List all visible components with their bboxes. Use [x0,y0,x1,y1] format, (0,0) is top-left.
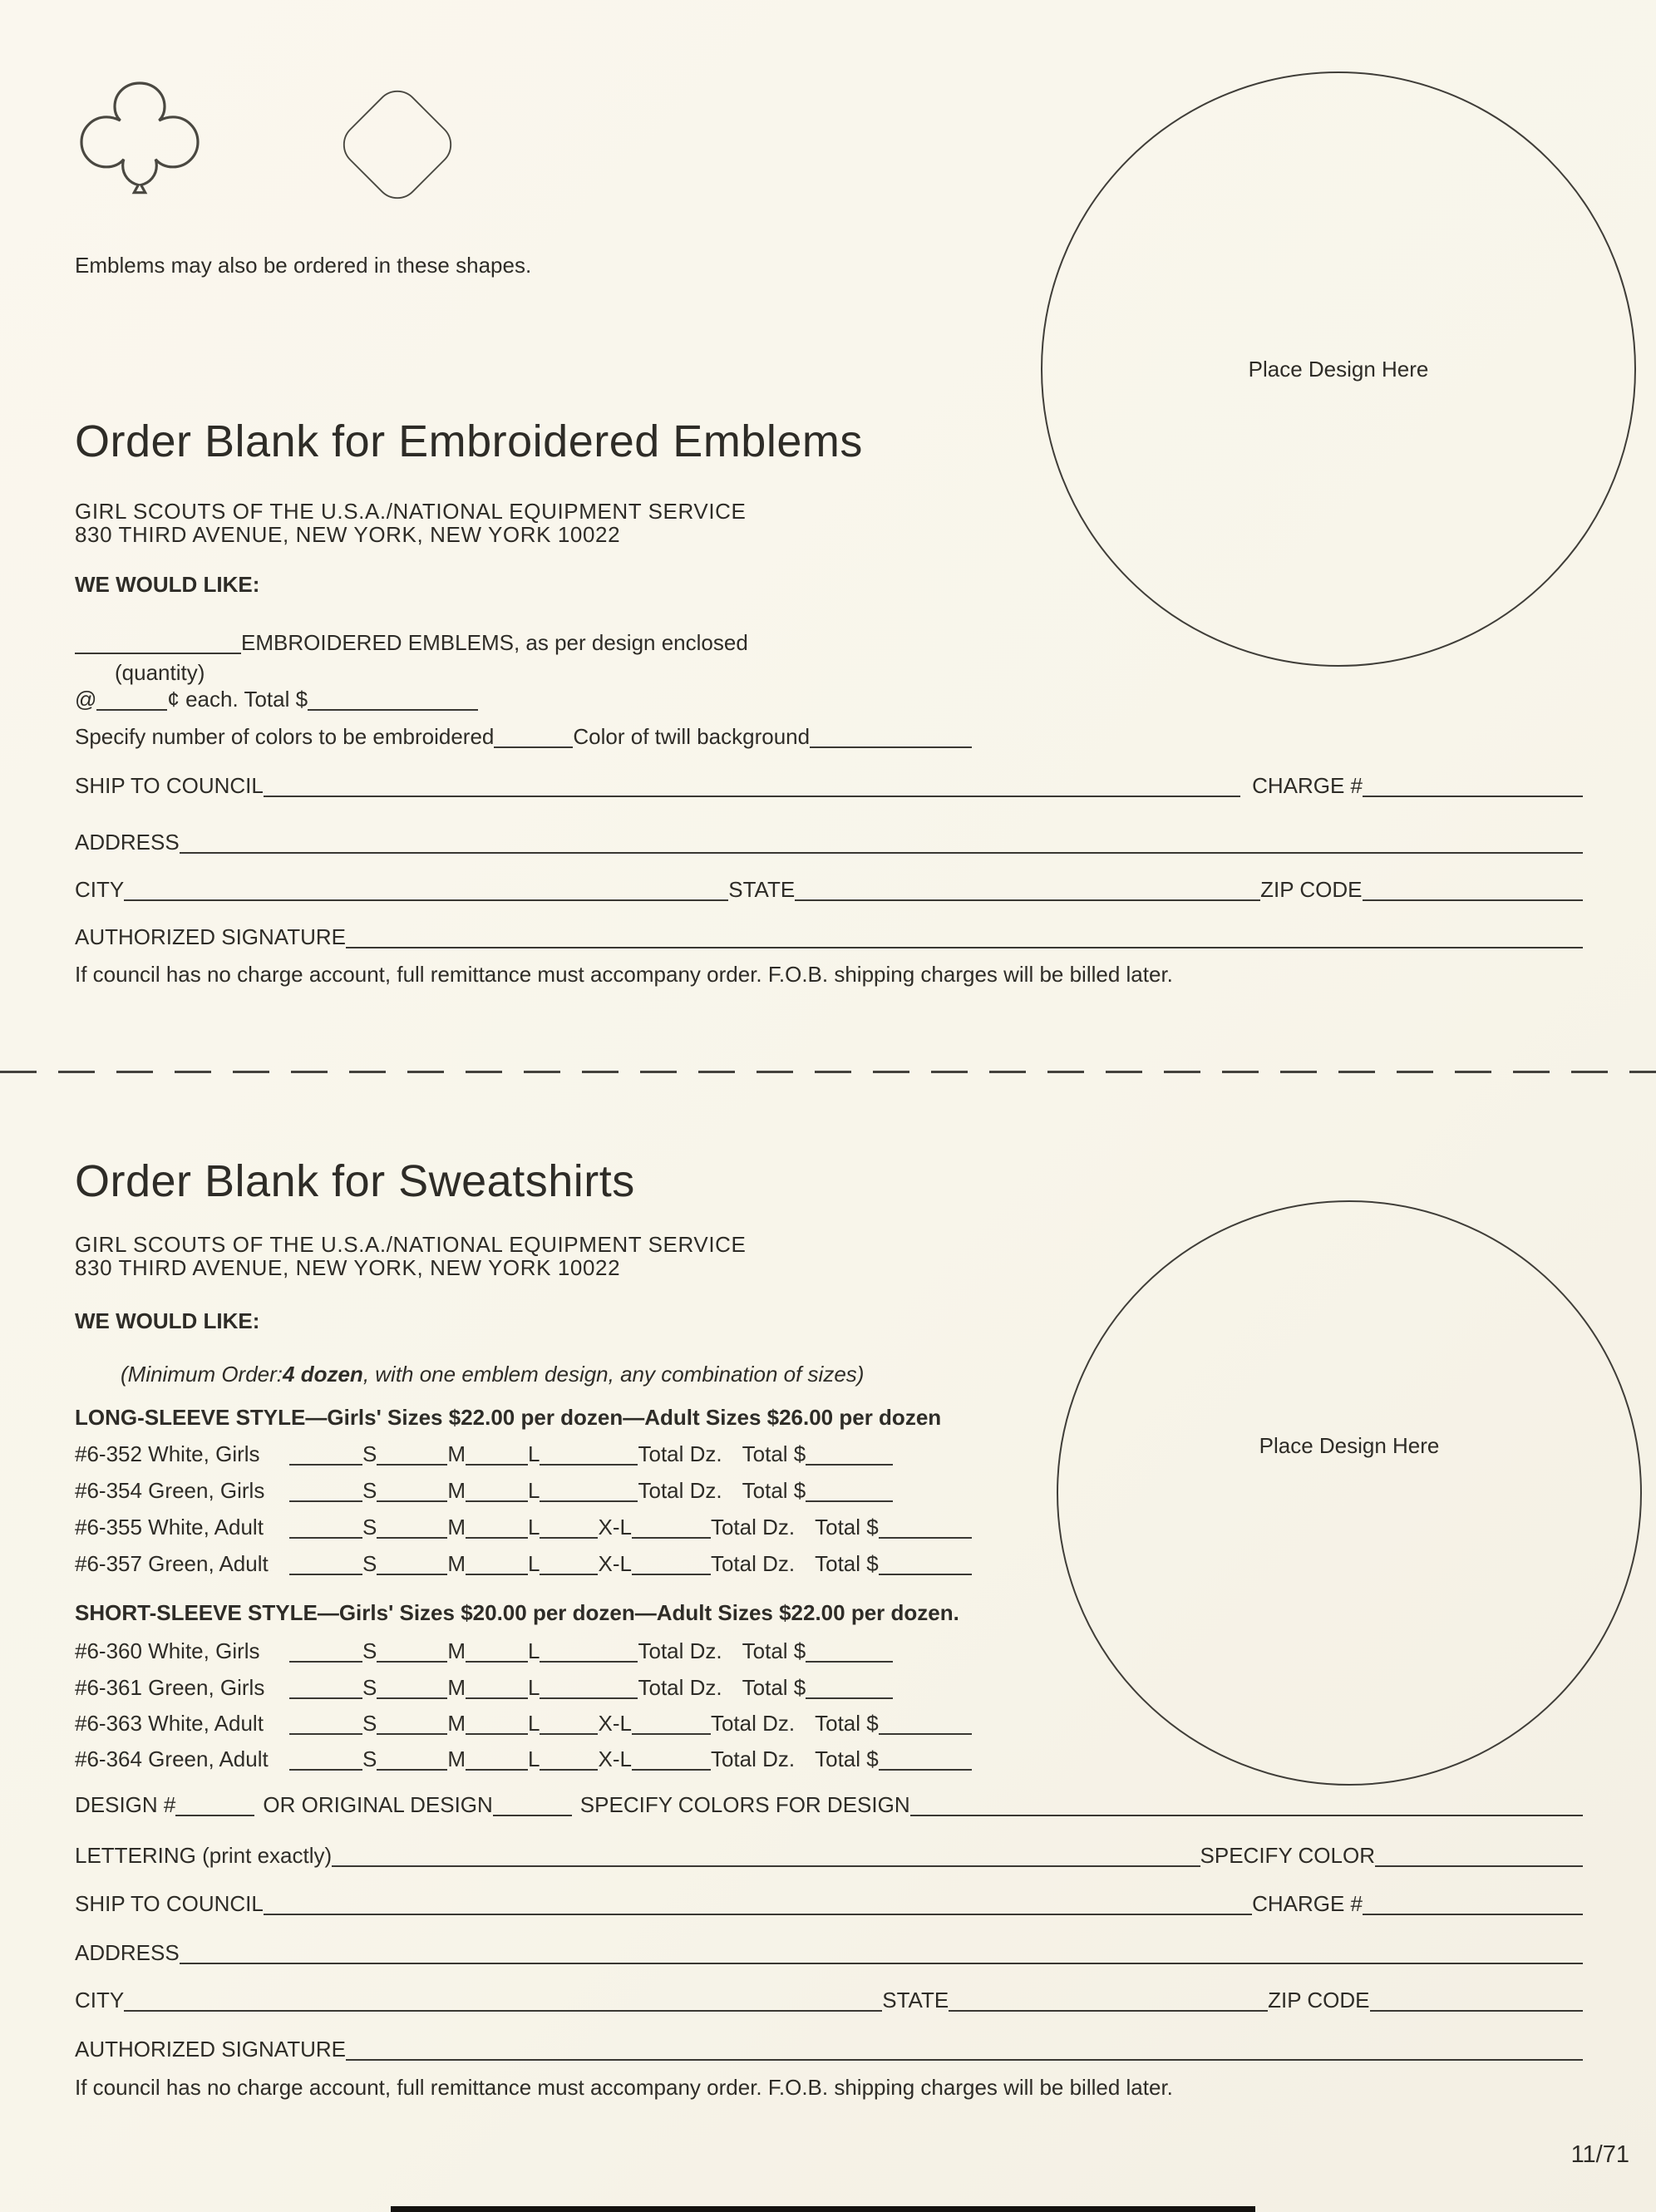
cents-each-label: ¢ each. Total $ [167,687,308,712]
signature-blank[interactable] [346,2042,1583,2061]
city-blank[interactable] [124,883,728,901]
size-s-label: S [362,1711,377,1736]
charge-blank[interactable] [1363,1897,1583,1915]
lettering-blank[interactable] [332,1849,1200,1867]
org-name: GIRL SCOUTS OF THE U.S.A./NATIONAL EQUIPMENT SERVICE [75,499,747,524]
size-m-blank[interactable] [377,1447,447,1466]
size-m-blank[interactable] [377,1717,447,1735]
total-usd-blank[interactable] [879,1752,972,1771]
sweatshirt-row [75,1441,893,1467]
date-code-text: 11/71 [1570,2141,1629,2168]
we-would-like-label: WE WOULD LIKE: [75,572,260,597]
size-s-blank[interactable] [289,1520,362,1539]
total-usd-blank[interactable] [806,1681,893,1699]
sweatshirts-title-text: Order Blank for Sweatshirts [75,1156,635,1206]
size-s-label: S [362,1551,377,1576]
size-xl-label: X-L [598,1515,632,1540]
size-xl-label: X-L [598,1746,632,1771]
we-would-like-sweatshirts [75,1308,259,1334]
size-l-blank[interactable] [466,1447,528,1466]
size-m-label: M [447,1478,466,1503]
signature-line-emblems [75,924,1583,950]
total-usd-blank[interactable] [806,1644,893,1663]
total-usd-blank[interactable] [879,1717,972,1735]
size-l-label: L [528,1441,540,1466]
org-line2-emblems [75,522,620,548]
minimum-order-post: , with one emblem design, any combination of sizes) [362,1362,865,1387]
size-xl-blank[interactable] [540,1520,598,1539]
size-s-blank[interactable] [289,1447,362,1466]
org-name: GIRL SCOUTS OF THE U.S.A./NATIONAL EQUIPMENT SERVICE [75,1232,747,1257]
sweatshirt-row [75,1478,893,1504]
charge-label: CHARGE # [1252,1891,1363,1916]
remittance-note-emblems [75,962,1173,988]
long-sleeve-header-text: LONG-SLEEVE STYLE—Girls' Sizes $22.00 per dozen—Adult Sizes $26.00 per dozen [75,1405,942,1430]
design-number-blank[interactable] [175,1798,254,1816]
total-dz-label: Total Dz. [710,1551,796,1576]
ship-to-label: SHIP TO COUNCIL [75,1891,264,1916]
total-dz-label: Total Dz. [710,1711,796,1736]
perforation-dashed-line [0,1071,1656,1073]
size-m-label: M [447,1638,466,1663]
design-placeholder-circle-emblems[interactable] [1041,71,1636,667]
total-dz-label: Total Dz. [638,1441,722,1466]
total-usd-label: Total $ [815,1746,879,1771]
size-m-blank[interactable] [377,1681,447,1699]
size-s-blank[interactable] [289,1681,362,1699]
org-line1-emblems [75,499,747,525]
place-design-here-label: Place Design Here [1259,1433,1440,1458]
charge-label: CHARGE # [1252,773,1363,798]
ship-to-blank[interactable] [264,779,1240,797]
ship-to-line-sweatshirts [75,1891,1583,1917]
size-s-label: S [362,1441,377,1466]
item-number: #6-360 White, Girls [75,1638,260,1663]
zip-label: ZIP CODE [1260,877,1363,902]
total-usd-label: Total $ [742,1441,806,1466]
zip-label: ZIP CODE [1268,1988,1370,2012]
size-l-blank[interactable] [466,1717,528,1735]
sweatshirt-row [75,1515,972,1540]
address-line-sweatshirts [75,1940,1583,1966]
size-l-label: L [528,1515,540,1540]
city-line-sweatshirts [75,1988,1583,2013]
place-design-here-label: Place Design Here [1248,356,1429,382]
size-s-blank[interactable] [289,1752,362,1771]
city-label: CITY [75,1988,125,2012]
trefoil-shape-icon [68,75,211,204]
size-l-label: L [528,1478,540,1503]
size-l-blank[interactable] [466,1484,528,1502]
long-sleeve-header [75,1405,941,1431]
short-sleeve-header-text: SHORT-SLEEVE STYLE—Girls' Sizes $20.00 per dozen—Adult Sizes $22.00 per dozen. [75,1600,959,1625]
size-xl-blank[interactable] [540,1752,598,1771]
we-would-like-label: WE WOULD LIKE: [75,1308,260,1333]
specify-num-colors-label: Specify number of colors to be embroidered [75,724,495,749]
remittance-note-text: If council has no charge account, full remittance must accompany order. F.O.B. shipping charges will be billed later. [75,962,1173,987]
total-dz-blank[interactable] [540,1447,638,1466]
total-dz-blank[interactable] [540,1681,638,1699]
org-line1-sweatshirts [75,1232,747,1258]
specify-colors-design-blank[interactable] [910,1798,1583,1816]
sweatshirt-row [75,1551,972,1577]
design-number-line [75,1792,1583,1818]
size-l-label: L [528,1638,540,1663]
total-usd-blank[interactable] [879,1520,972,1539]
address-label: ADDRESS [75,1940,180,1965]
item-number: #6-364 Green, Adult [75,1746,269,1771]
address-blank[interactable] [180,835,1583,854]
remittance-note-sweatshirts [75,2075,1173,2101]
quantity-caption [115,660,205,686]
item-number: #6-361 Green, Girls [75,1675,265,1700]
size-l-blank[interactable] [466,1752,528,1771]
total-usd-label: Total $ [815,1515,879,1540]
total-dz-blank[interactable] [632,1752,711,1771]
size-m-label: M [447,1675,466,1700]
num-colors-blank[interactable] [494,730,573,748]
total-usd-blank[interactable] [879,1557,972,1575]
at-sign: @ [75,687,97,712]
size-s-label: S [362,1746,377,1771]
size-xl-label: X-L [598,1711,632,1736]
total-dz-blank[interactable] [632,1557,711,1575]
cents-blank[interactable] [96,692,167,711]
shapes-caption-text: Emblems may also be ordered in these shapes. [75,253,532,278]
minimum-order-qty: 4 dozen [283,1362,363,1387]
remittance-note-text: If council has no charge account, full remittance must accompany order. F.O.B. shipping charges will be billed later. [75,2075,1173,2100]
short-sleeve-header [75,1600,959,1626]
ship-to-line-emblems [75,773,1583,799]
size-l-label: L [528,1746,540,1771]
total-dz-blank[interactable] [632,1717,711,1735]
quantity-caption-text: (quantity) [115,660,205,685]
item-number: #6-363 White, Adult [75,1711,264,1736]
lettering-line [75,1843,1583,1869]
total-dz-label: Total Dz. [710,1746,796,1771]
we-would-like-emblems [75,572,259,598]
org-line2-sweatshirts [75,1255,620,1281]
signature-blank[interactable] [346,930,1583,948]
size-m-label: M [447,1441,466,1466]
size-l-blank[interactable] [466,1557,528,1575]
total-usd-label: Total $ [742,1478,806,1503]
total-dz-label: Total Dz. [638,1478,722,1503]
emblems-title [75,416,863,467]
minimum-order-note [121,1362,864,1387]
size-m-blank[interactable] [377,1752,447,1771]
rounded-diamond-shape-icon [326,70,469,224]
state-label: STATE [882,1988,949,2012]
twill-background-blank[interactable] [810,730,972,748]
total-dz-blank[interactable] [540,1484,638,1502]
item-number: #6-357 Green, Adult [75,1551,269,1576]
size-m-label: M [447,1515,466,1540]
total-usd-label: Total $ [742,1638,806,1663]
size-s-label: S [362,1478,377,1503]
size-s-blank[interactable] [289,1557,362,1575]
city-label: CITY [75,877,125,902]
state-blank[interactable] [949,1993,1268,2012]
scan-artifact [391,2206,1255,2212]
size-m-blank[interactable] [377,1520,447,1539]
address-label: ADDRESS [75,830,180,855]
city-blank[interactable] [124,1993,882,2012]
sweatshirt-row [75,1746,972,1772]
size-m-blank[interactable] [377,1644,447,1663]
quantity-blank[interactable] [75,636,241,654]
address-blank[interactable] [180,1946,1583,1964]
lettering-label: LETTERING (print exactly) [75,1843,333,1868]
size-s-label: S [362,1675,377,1700]
item-number: #6-355 White, Adult [75,1515,264,1540]
sweatshirt-row [75,1638,893,1664]
total-usd-label: Total $ [815,1711,879,1736]
size-l-label: L [528,1711,540,1736]
org-address: 830 THIRD AVENUE, NEW YORK, NEW YORK 10022 [75,522,621,547]
total-usd-label: Total $ [815,1551,879,1576]
total-usd-blank[interactable] [806,1447,893,1466]
minimum-order-pre: (Minimum Order: [121,1362,283,1387]
total-dz-label: Total Dz. [638,1675,722,1700]
or-original-design-label: OR ORIGINAL DESIGN [263,1792,493,1817]
ship-to-label: SHIP TO COUNCIL [75,773,264,798]
zip-blank[interactable] [1363,883,1584,901]
total-dz-blank[interactable] [632,1520,711,1539]
size-m-label: M [447,1746,466,1771]
size-m-label: M [447,1711,466,1736]
original-design-blank[interactable] [493,1798,572,1816]
zip-blank[interactable] [1370,1993,1584,2012]
specify-colors-design-label: SPECIFY COLORS FOR DESIGN [579,1792,910,1817]
signature-line-sweatshirts [75,2037,1583,2062]
design-number-label: DESIGN # [75,1792,176,1817]
colors-line [75,724,972,750]
signature-label: AUTHORIZED SIGNATURE [75,2037,346,2062]
total-dz-blank[interactable] [540,1644,638,1663]
size-s-blank[interactable] [289,1484,362,1502]
state-label: STATE [728,877,796,902]
size-m-label: M [447,1551,466,1576]
total-usd-blank[interactable] [806,1484,893,1502]
sweatshirt-row [75,1711,972,1737]
date-code [1571,2141,1629,2169]
size-s-blank[interactable] [289,1644,362,1663]
size-l-blank[interactable] [466,1644,528,1663]
state-blank[interactable] [795,883,1260,901]
quantity-line [75,630,748,656]
sweatshirt-row [75,1675,893,1701]
emblems-title-text: Order Blank for Embroidered Emblems [75,416,863,466]
sweatshirts-title [75,1155,635,1207]
size-s-label: S [362,1638,377,1663]
total-usd-label: Total $ [742,1675,806,1700]
specify-color-blank[interactable] [1375,1849,1583,1867]
size-s-label: S [362,1515,377,1540]
size-xl-blank[interactable] [540,1557,598,1575]
total-dollars-blank[interactable] [308,692,478,711]
price-line [75,687,478,712]
size-l-blank[interactable] [466,1520,528,1539]
specify-color-label: SPECIFY COLOR [1200,1843,1375,1868]
charge-blank[interactable] [1363,779,1583,797]
total-dz-label: Total Dz. [710,1515,796,1540]
design-placeholder-circle-sweatshirts[interactable] [1057,1200,1642,1786]
city-line-emblems [75,877,1583,903]
item-number: #6-352 White, Girls [75,1441,260,1466]
shapes-caption [75,253,531,278]
size-m-blank[interactable] [377,1484,447,1502]
size-xl-label: X-L [598,1551,632,1576]
size-l-blank[interactable] [466,1681,528,1699]
signature-label: AUTHORIZED SIGNATURE [75,924,346,949]
emblems-text-label: EMBROIDERED EMBLEMS, as per design enclosed [241,630,748,655]
org-address: 830 THIRD AVENUE, NEW YORK, NEW YORK 10022 [75,1255,621,1280]
item-number: #6-354 Green, Girls [75,1478,265,1503]
size-s-blank[interactable] [289,1717,362,1735]
size-l-label: L [528,1551,540,1576]
size-xl-blank[interactable] [540,1717,598,1735]
address-line-emblems [75,830,1583,855]
total-dz-label: Total Dz. [638,1638,722,1663]
size-l-label: L [528,1675,540,1700]
twill-background-label: Color of twill background [573,724,811,749]
ship-to-blank[interactable] [264,1897,1252,1915]
size-m-blank[interactable] [377,1557,447,1575]
